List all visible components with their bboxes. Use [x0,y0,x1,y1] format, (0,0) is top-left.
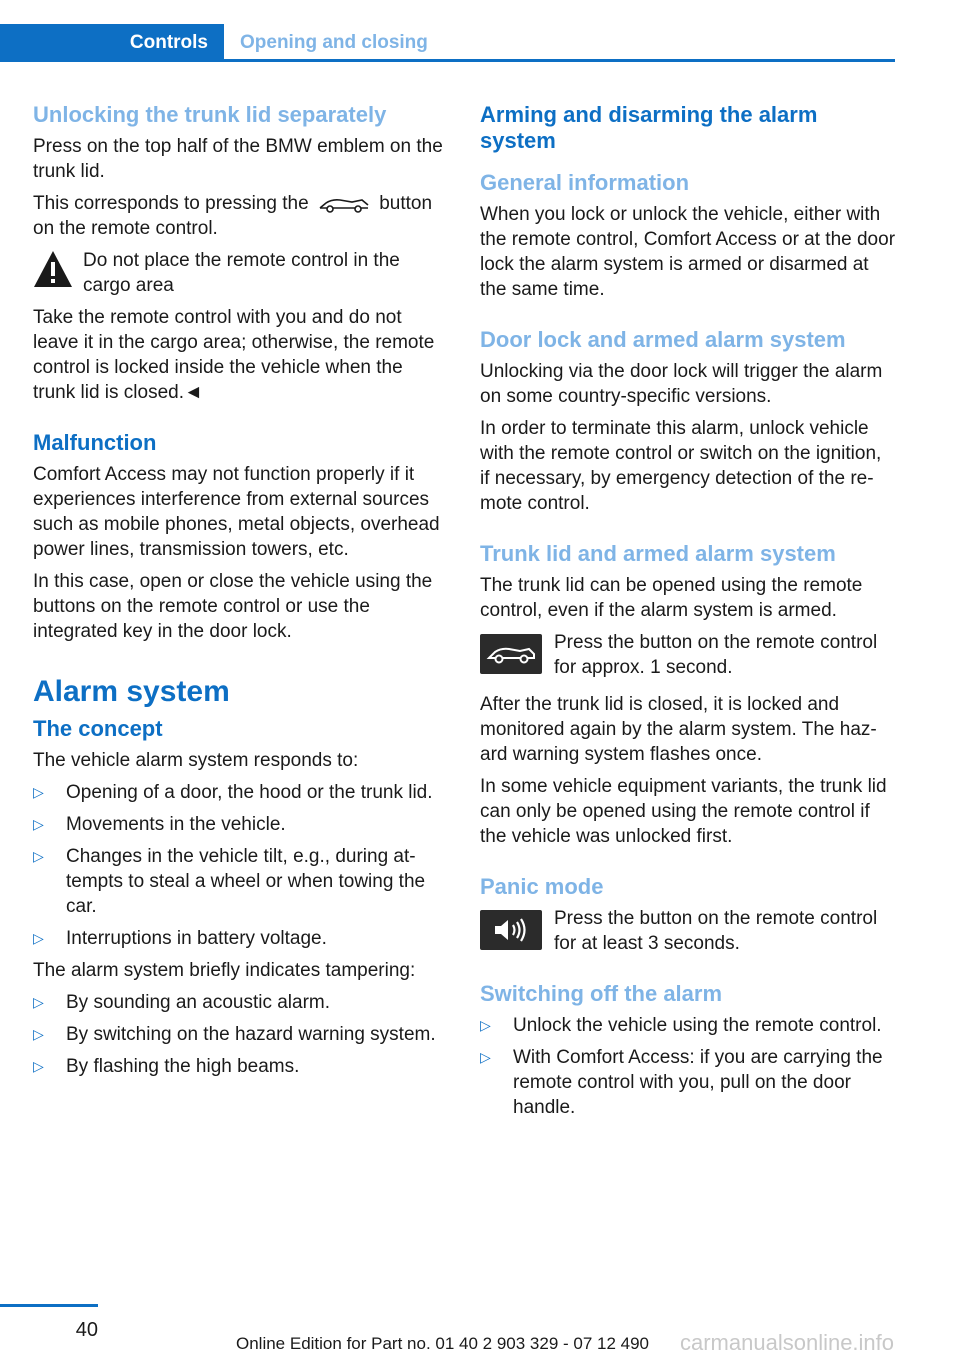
bullet-triangle-icon: ▷ [480,1049,491,1065]
list-item [33,990,449,1015]
paragraph-malfunction-2: In this case, open or close the vehicle using the buttons on the remote control or use the integrated key in the door lock. [33,571,433,642]
right-column [480,102,896,1127]
list-indicates [33,990,449,1079]
footer-rule [0,1304,98,1307]
paragraph-concept: The vehicle alarm system responds to: [33,750,359,771]
list-item [33,812,449,837]
left-column [33,102,449,1086]
warning-triangle-icon [33,250,73,288]
bullet-triangle-icon: ▷ [33,816,44,832]
paragraph-door-1: Unlocking via the door lock will trigger the alarm on some country-specific versions. [480,361,883,407]
chapter-title: Opening and closing [240,32,428,53]
list-item-text: Interruptions in battery voltage. [66,928,327,949]
bullet-triangle-icon: ▷ [33,784,44,800]
list-item [33,844,449,919]
bullet-triangle-icon: ▷ [33,848,44,864]
heading-malfunction: Malfunction [33,430,157,455]
warning-box [33,248,449,298]
bullet-triangle-icon: ▷ [33,1026,44,1042]
unlock-2-part-b: button on the remote control. [33,193,433,239]
list-item-text: By flashing the high beams. [66,1056,300,1077]
heading-concept: The concept [33,716,163,741]
panic-button-row [480,906,896,956]
page-number: 40 [75,1319,98,1341]
list-item [33,780,449,805]
paragraph-trunk-1: The trunk lid can be opened using the remote control, even if the alarm system is armed. [480,575,863,621]
paragraph-indicates: The alarm system briefly indicates tampering: [33,960,416,981]
paragraph-unlock-2 [33,191,449,241]
warning-title: Do not place the remote control in the cargo area [83,250,400,296]
list-item-text: Changes in the vehicle tilt, e.g., during at-tempts to steal a wheel or when towing the car. [66,846,426,917]
paragraph-door-2: In order to terminate this alarm, unlock vehicle with the remote control or switch on the ignition, if necessary, by emergency detection of the re-mote control. [480,418,882,514]
bullet-triangle-icon: ▷ [33,930,44,946]
heading-alarm-system: Alarm system [33,675,230,708]
trunk-lid-button-icon [318,194,370,214]
paragraph-panic: Press the button on the remote control for at least 3 seconds. [554,908,878,954]
list-switch-off [480,1013,896,1120]
list-item-text: Opening of a door, the hood or the trunk lid. [66,782,433,803]
bullet-triangle-icon: ▷ [33,994,44,1010]
speaker-icon [480,910,542,950]
section-tab: Controls [0,24,224,62]
list-item-text: By sounding an acoustic alarm. [66,992,331,1013]
list-responds [33,780,449,951]
paragraph-trunk-3: In some vehicle equipment variants, the trunk lid can only be opened using the remote control if the vehicle was unlocked first. [480,776,887,847]
list-item [33,1054,449,1079]
heading-unlock-trunk: Unlocking the trunk lid separately [33,102,387,127]
list-item [33,1022,449,1047]
heading-general-info: General information [480,170,690,195]
list-item-text: With Comfort Access: if you are carrying the remote control with you, pull on the door handle. [513,1047,883,1118]
list-item-text: Unlock the vehicle using the remote control. [513,1015,882,1036]
page-header [0,0,895,62]
list-item-text: By switching on the hazard warning system. [66,1024,436,1045]
bullet-triangle-icon: ▷ [480,1017,491,1033]
watermark: carmanualsonline.info [680,1330,895,1355]
heading-panic-mode: Panic mode [480,874,604,899]
list-item [480,1045,896,1120]
heading-arming: Arming and disarming the alarm system [480,102,818,153]
list-item [480,1013,896,1038]
unlock-2-part-a: This corresponds to pressing the [33,193,309,214]
heading-trunk-alarm: Trunk lid and armed alarm system [480,541,836,566]
list-item [33,926,449,951]
paragraph-trunk-button: Press the button on the remote control for approx. 1 second. [554,632,878,678]
trunk-button-row [480,630,896,680]
paragraph-unlock-1: Press on the top half of the BMW emblem on the trunk lid. [33,136,443,182]
paragraph-trunk-2: After the trunk lid is closed, it is locked and monitored again by the alarm system. The haz-ard warning system flashes once. [480,694,877,765]
header-rule [224,59,895,62]
paragraph-general: When you lock or unlock the vehicle, either with the remote control, Comfort Access or at the door lock the alarm system is armed or disarmed at the same time. [480,204,896,300]
list-item-text: Movements in the vehicle. [66,814,286,835]
edition-note: Online Edition for Part no. 01 40 2 903 329 - 07 12 490 [236,1334,650,1353]
heading-door-lock: Door lock and armed alarm system [480,327,846,352]
trunk-lid-button-icon [480,634,542,674]
heading-switch-off: Switching off the alarm [480,981,723,1006]
bullet-triangle-icon: ▷ [33,1058,44,1074]
paragraph-malfunction-1: Comfort Access may not function properly if it experiences interference from external sources such as mobile phones, metal objects, overhead power lines, transmission towers, etc. [33,464,440,560]
warning-body: Take the remote control with you and do not leave it in the cargo area; otherwise, the remote control is locked inside the vehicle when the trunk lid is closed.◄ [33,307,435,403]
